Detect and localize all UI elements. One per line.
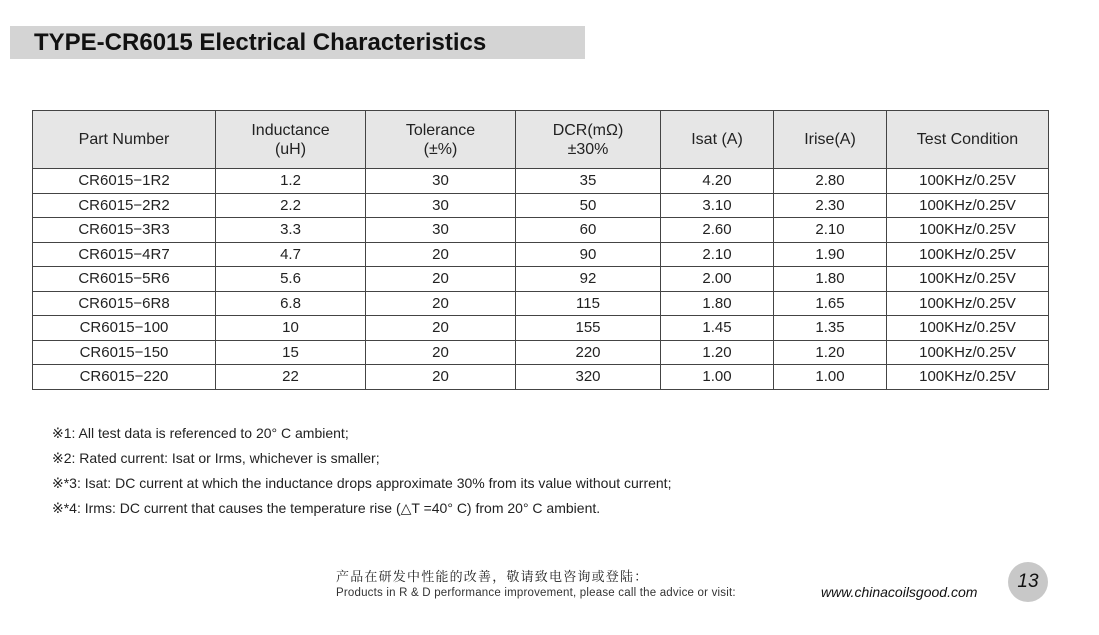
cell-dcr: 115 xyxy=(516,291,661,316)
cell-dcr: 320 xyxy=(516,365,661,390)
cell-irise: 1.20 xyxy=(774,340,887,365)
cell-isat: 1.45 xyxy=(661,316,774,341)
table-row xyxy=(33,291,1049,316)
cell-test-condition: 100KHz/0.25V xyxy=(887,291,1049,316)
header-isat: Isat (A) xyxy=(661,111,774,169)
cell-irise: 2.30 xyxy=(774,193,887,218)
note-item: ※*4: Irms: DC current that causes the temperature rise (△T =40° C) from 20° C ambient. xyxy=(52,500,601,516)
cell-tolerance: 20 xyxy=(366,340,516,365)
cell-test-condition: 100KHz/0.25V xyxy=(887,242,1049,267)
table-row xyxy=(33,340,1049,365)
cell-irise: 2.10 xyxy=(774,218,887,243)
cell-tolerance: 20 xyxy=(366,291,516,316)
electrical-characteristics-table xyxy=(32,110,1049,390)
cell-irise: 1.80 xyxy=(774,267,887,292)
cell-dcr: 90 xyxy=(516,242,661,267)
cell-inductance: 22 xyxy=(216,365,366,390)
cell-dcr: 60 xyxy=(516,218,661,243)
table-row xyxy=(33,316,1049,341)
cell-part-number: CR6015−2R2 xyxy=(33,193,216,218)
cell-part-number: CR6015−220 xyxy=(33,365,216,390)
cell-inductance: 4.7 xyxy=(216,242,366,267)
cell-irise: 1.00 xyxy=(774,365,887,390)
cell-isat: 2.00 xyxy=(661,267,774,292)
cell-inductance: 15 xyxy=(216,340,366,365)
cell-part-number: CR6015−3R3 xyxy=(33,218,216,243)
page-title: TYPE-CR6015 Electrical Characteristics xyxy=(34,29,487,56)
cell-irise: 1.90 xyxy=(774,242,887,267)
cell-part-number: CR6015−150 xyxy=(33,340,216,365)
cell-tolerance: 30 xyxy=(366,218,516,243)
cell-part-number: CR6015−4R7 xyxy=(33,242,216,267)
table-row xyxy=(33,365,1049,390)
cell-irise: 1.65 xyxy=(774,291,887,316)
cell-inductance: 1.2 xyxy=(216,169,366,194)
cell-tolerance: 30 xyxy=(366,193,516,218)
cell-isat: 1.80 xyxy=(661,291,774,316)
cell-dcr: 50 xyxy=(516,193,661,218)
cell-part-number: CR6015−1R2 xyxy=(33,169,216,194)
page-number-badge: 13 xyxy=(1008,562,1048,602)
cell-tolerance: 20 xyxy=(366,316,516,341)
cell-part-number: CR6015−6R8 xyxy=(33,291,216,316)
header-irise: Irise(A) xyxy=(774,111,887,169)
cell-tolerance: 20 xyxy=(366,242,516,267)
cell-test-condition: 100KHz/0.25V xyxy=(887,316,1049,341)
cell-test-condition: 100KHz/0.25V xyxy=(887,340,1049,365)
cell-inductance: 2.2 xyxy=(216,193,366,218)
cell-test-condition: 100KHz/0.25V xyxy=(887,169,1049,194)
cell-tolerance: 20 xyxy=(366,365,516,390)
cell-dcr: 92 xyxy=(516,267,661,292)
cell-dcr: 35 xyxy=(516,169,661,194)
cell-test-condition: 100KHz/0.25V xyxy=(887,193,1049,218)
table-row xyxy=(33,267,1049,292)
header-inductance: Inductance (uH) xyxy=(216,111,366,169)
cell-test-condition: 100KHz/0.25V xyxy=(887,267,1049,292)
table-row xyxy=(33,218,1049,243)
header-test-condition: Test Condition xyxy=(887,111,1049,169)
cell-isat: 4.20 xyxy=(661,169,774,194)
cell-isat: 2.10 xyxy=(661,242,774,267)
footer-chinese-text: 产品在研发中性能的改善，敬请致电咨询或登陆： xyxy=(336,569,649,584)
table-row xyxy=(33,193,1049,218)
cell-test-condition: 100KHz/0.25V xyxy=(887,218,1049,243)
cell-irise: 2.80 xyxy=(774,169,887,194)
cell-isat: 1.00 xyxy=(661,365,774,390)
notes-section xyxy=(52,424,671,524)
cell-inductance: 10 xyxy=(216,316,366,341)
cell-tolerance: 20 xyxy=(366,267,516,292)
title-band xyxy=(10,26,585,59)
table-row xyxy=(33,242,1049,267)
cell-test-condition: 100KHz/0.25V xyxy=(887,365,1049,390)
cell-part-number: CR6015−100 xyxy=(33,316,216,341)
footer-website-url[interactable]: www.chinacoilsgood.com xyxy=(821,584,978,600)
note-item: ※2: Rated current: Isat or Irms, whichever is smaller; xyxy=(52,450,380,466)
table-row xyxy=(33,169,1049,194)
cell-dcr: 155 xyxy=(516,316,661,341)
cell-inductance: 6.8 xyxy=(216,291,366,316)
table-header-row xyxy=(33,111,1049,169)
cell-irise: 1.35 xyxy=(774,316,887,341)
cell-isat: 3.10 xyxy=(661,193,774,218)
note-item: ※*3: Isat: DC current at which the inductance drops approximate 30% from its value without current; xyxy=(52,475,672,491)
cell-isat: 1.20 xyxy=(661,340,774,365)
header-dcr: DCR(mΩ) ±30% xyxy=(516,111,661,169)
cell-dcr: 220 xyxy=(516,340,661,365)
cell-isat: 2.60 xyxy=(661,218,774,243)
cell-part-number: CR6015−5R6 xyxy=(33,267,216,292)
note-item: ※1: All test data is referenced to 20° C ambient; xyxy=(52,425,349,441)
cell-tolerance: 30 xyxy=(366,169,516,194)
cell-inductance: 5.6 xyxy=(216,267,366,292)
footer-english-text: Products in R & D performance improvement, please call the advice or visit: xyxy=(336,587,736,599)
header-tolerance: Tolerance (±%) xyxy=(366,111,516,169)
cell-inductance: 3.3 xyxy=(216,218,366,243)
header-part-number: Part Number xyxy=(33,111,216,169)
